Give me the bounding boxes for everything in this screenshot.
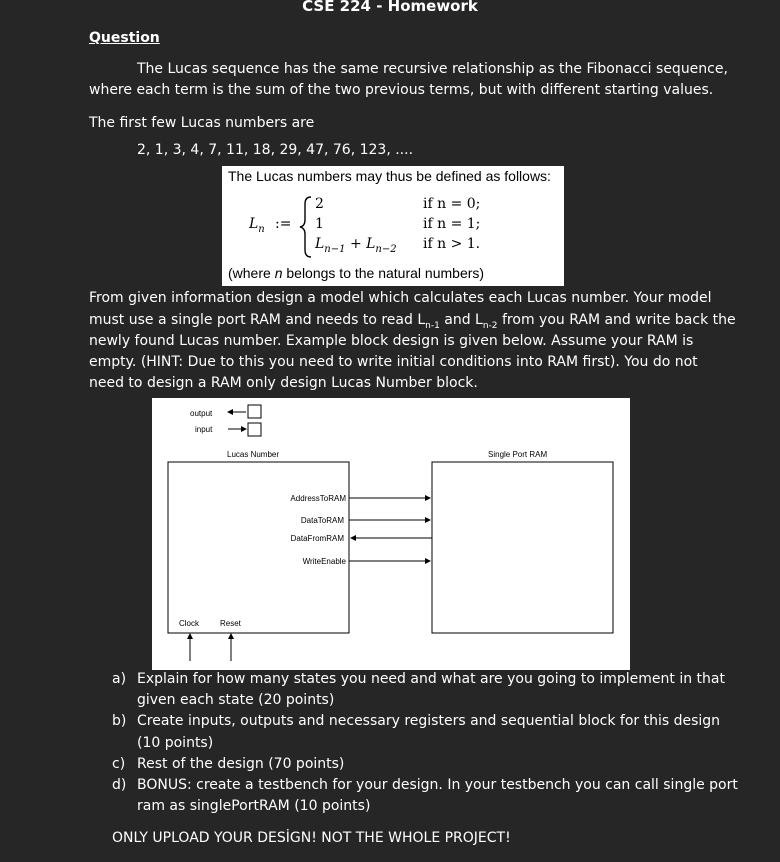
clock-label: Clock: [179, 619, 200, 628]
task-a-line-1: Explain for how many states you need and what are you going to implement in that: [137, 671, 725, 687]
task-c-line-1: Rest of the design (70 points): [137, 756, 345, 772]
task-b-line-1: Create inputs, outputs and necessary registers and sequential block for this design: [137, 713, 721, 729]
formula-assign: :=: [275, 216, 292, 232]
formula-caption-top: The Lucas numbers may thus be defined as follows:: [228, 168, 551, 184]
ram-block-label: Single Port RAM: [488, 450, 548, 459]
intro-line-1: The Lucas sequence has the same recursive relationship as the Fibonacci sequence,: [137, 61, 728, 77]
first-few-label: The first few Lucas numbers are: [89, 115, 315, 131]
formula-case-3-condition: if n > 1.: [423, 236, 481, 252]
legend-input-box: [248, 423, 261, 436]
port-data-from-label: DataFromRAM: [290, 534, 344, 543]
lucas-formula-figure: [222, 166, 564, 286]
page-title: CSE 224 - Homework: [302, 0, 478, 15]
formula-lhs: $L_n$: [249, 216, 265, 235]
design-line-5: need to design a RAM only design Lucas Number block.: [89, 375, 478, 391]
design-line-3: newly found Lucas number. Example block design is given below. Assume your RAM is: [89, 333, 694, 349]
design-line-1: From given information design a model which calculates each Lucas number. Your model: [89, 290, 712, 306]
formula-case-3-value: $L_{n-1} + L_{n-2}$: [315, 236, 397, 255]
legend-input-label: input: [195, 425, 213, 434]
formula-case-2-value: 1: [315, 216, 324, 232]
formula-case-1-condition: if n = 0;: [423, 196, 481, 212]
task-d-line-1: BONUS: create a testbench for your design. In your testbench you can call single port: [137, 777, 738, 793]
block-diagram: [152, 398, 630, 670]
formula-caption-bottom: (where n belongs to the natural numbers): [228, 265, 485, 281]
design-line-4: empty. (HINT: Due to this you need to write initial conditions into RAM first). You do not: [89, 354, 698, 370]
intro-line-2: where each term is the sum of the two previous terms, but with different starting values.: [89, 82, 714, 98]
question-heading: Question: [89, 30, 160, 46]
single-port-ram-block: [432, 462, 613, 633]
lucas-sequence: 2, 1, 3, 4, 7, 11, 18, 29, 47, 76, 123, ....: [137, 142, 414, 158]
upload-note: ONLY UPLOAD YOUR DESİGN! NOT THE WHOLE PROJECT!: [112, 830, 511, 846]
task-a-marker: a): [112, 671, 127, 687]
legend-output-label: output: [190, 409, 213, 418]
task-d-line-2: ram as singlePortRAM (10 points): [137, 798, 371, 814]
task-b-line-2: (10 points): [137, 735, 214, 751]
formula-case-2-condition: if n = 1;: [423, 216, 481, 232]
formula-case-1-value: 2: [315, 196, 324, 212]
port-data-to-label: DataToRAM: [300, 516, 344, 525]
task-b-marker: b): [112, 713, 127, 729]
port-write-enable-label: WriteEnable: [302, 557, 346, 566]
formula-brace: [298, 196, 314, 258]
lucas-block-label: Lucas Number: [227, 450, 280, 459]
design-line-2: must use a single port RAM and needs to read $L_{n-1}$ and $L_{n-2}$ from you RAM and write back the: [89, 312, 736, 331]
task-c-marker: c): [112, 756, 126, 772]
port-address-label: AddressToRAM: [290, 494, 346, 503]
task-a-line-2: given each state (20 points): [137, 692, 335, 708]
legend-output-box: [248, 405, 261, 418]
lucas-number-block: [168, 462, 349, 633]
task-d-marker: d): [112, 777, 127, 793]
reset-label: Reset: [220, 619, 241, 628]
